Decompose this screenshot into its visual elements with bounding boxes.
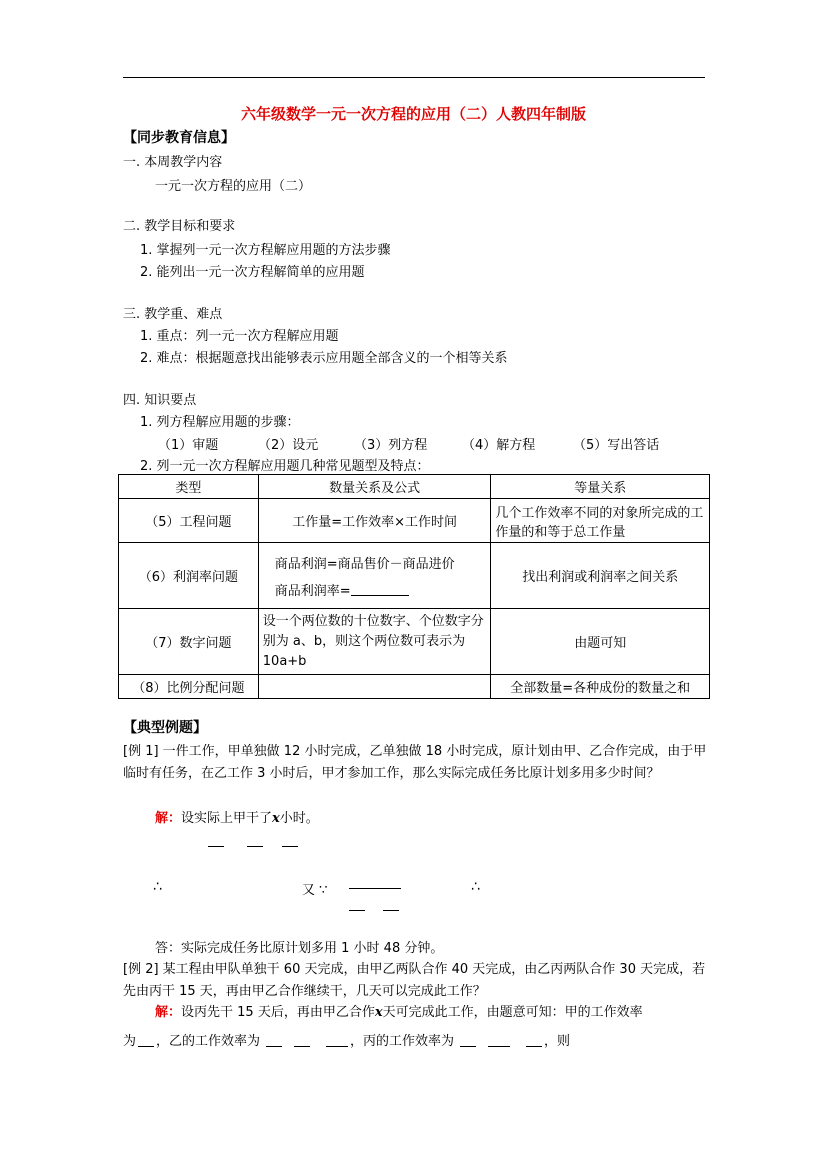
blank xyxy=(294,1037,310,1047)
s4-item1: 1. 列方程解应用题的步骤： xyxy=(140,415,300,430)
efficiency-c-label: ，丙的工作效率为 xyxy=(350,1034,455,1049)
header-formula: 数量关系及公式 xyxy=(258,475,491,499)
row-type: （5）工程问题 xyxy=(119,499,259,543)
table-row xyxy=(119,499,710,543)
blank xyxy=(326,1037,348,1047)
s1-heading: 一. 本周教学内容 xyxy=(123,155,223,170)
step-3: （3）列方程 xyxy=(354,438,428,453)
fraction-line xyxy=(349,888,401,889)
solution-label: 解： xyxy=(155,811,182,826)
row-relation: 找出利润或利润率之间关系 xyxy=(491,543,710,609)
because-text: 又 ∵ xyxy=(302,883,328,898)
example-1-solution xyxy=(155,807,319,826)
step-1: （1）审题 xyxy=(158,438,219,453)
header-rule xyxy=(123,77,705,78)
fraction-line xyxy=(349,910,365,911)
blank xyxy=(460,1037,476,1047)
therefore-symbol-2: ∴ xyxy=(471,879,480,895)
table-row xyxy=(119,675,710,699)
efficiency-a-label: 为 xyxy=(123,1034,137,1049)
row-type: （8）比例分配问题 xyxy=(119,675,259,699)
profit-formula: 商品利润=商品售价－商品进价 xyxy=(274,556,455,572)
fraction-line xyxy=(383,910,399,911)
row-type: （6）利润率问题 xyxy=(119,543,259,609)
example-2-solution xyxy=(155,1001,643,1020)
section-examples-heading: 【典型例题】 xyxy=(123,720,207,736)
table-header-row xyxy=(119,475,710,499)
row-formula xyxy=(258,675,491,699)
example-2-text: [例 2] 某工程由甲队单独干 60 天完成，由甲乙两队合作 40 天完成，由乙丙两队合作 30 天完成，若先由丙干 15 天，再由甲乙合作继续干，几天可以完成此工作？ xyxy=(123,962,706,999)
blank xyxy=(488,1037,510,1047)
blank xyxy=(266,1037,282,1047)
s3-heading: 三. 教学重、难点 xyxy=(123,307,223,322)
fraction-line xyxy=(282,846,298,847)
then-label: ，则 xyxy=(544,1034,571,1049)
s1-content: 一元一次方程的应用（二） xyxy=(155,179,312,194)
solution-text: 设实际上甲干了 xyxy=(181,811,273,826)
problem-types-table xyxy=(118,474,710,699)
fraction-line xyxy=(208,846,224,847)
variable-x: x xyxy=(374,1005,383,1020)
header-type: 类型 xyxy=(119,475,259,499)
row-formula xyxy=(258,543,491,609)
example-1-text: [例 1] 一件工作，甲单独做 12 小时完成，乙单独做 18 小时完成，原计划由甲、乙合作完成，由于甲临时有任务，在乙工作 3 小时后，甲才参加工作，那么实际完成任务比原计划多用多少时间？ xyxy=(123,744,707,781)
s3-item1: 1. 重点：列一元一次方程解应用题 xyxy=(140,329,339,344)
blank xyxy=(526,1037,542,1047)
profit-rate-label: 商品利润率= xyxy=(274,583,351,599)
row-formula: 设一个两位数的十位数字、个位数字分别为 a、b，则这个两位数可表示为 10a+b xyxy=(258,609,491,675)
fraction-line xyxy=(247,846,263,847)
solution-text-2: 天可完成此工作，由题意可知：甲的工作效率 xyxy=(382,1005,643,1020)
row-relation: 由题可知 xyxy=(491,609,710,675)
step-5: （5）写出答话 xyxy=(573,438,660,453)
example-1-answer: 答：实际完成任务比原计划多用 1 小时 48 分钟。 xyxy=(155,941,444,956)
row-formula: 工作量=工作效率×工作时间 xyxy=(258,499,491,543)
s4-heading: 四. 知识要点 xyxy=(123,393,197,408)
header-relation: 等量关系 xyxy=(491,475,710,499)
page-title: 六年级数学一元一次方程的应用（二）人教四年制版 xyxy=(240,105,586,123)
solution-text: 设丙先干 15 天后，再由甲乙合作 xyxy=(181,1005,375,1020)
row-type: （7）数字问题 xyxy=(119,609,259,675)
s2-item2: 2. 能列出一元一次方程解简单的应用题 xyxy=(140,265,365,280)
s3-item2: 2. 难点：根据题意找出能够表示应用题全部含义的一个相等关系 xyxy=(140,351,508,366)
row-relation: 几个工作效率不同的对象所完成的工作量的和等于总工作量 xyxy=(491,499,710,543)
step-4: （4）解方程 xyxy=(462,438,536,453)
s4-item2: 2. 列一元一次方程解应用题几种常见题型及特点： xyxy=(140,459,430,474)
variable-x: x xyxy=(272,811,280,826)
profit-rate-formula xyxy=(275,580,487,599)
s2-heading: 二. 教学目标和要求 xyxy=(123,219,236,234)
table-row xyxy=(119,609,710,675)
step-2: （2）设元 xyxy=(258,438,319,453)
section-sync-heading: 【同步教育信息】 xyxy=(123,130,235,146)
s2-item1: 1. 掌握列一元一次方程解应用题的方法步骤 xyxy=(140,243,391,258)
row-relation: 全部数量=各种成份的数量之和 xyxy=(491,675,710,699)
solution-text-2: 小时。 xyxy=(279,811,319,826)
efficiency-b-label: ，乙的工作效率为 xyxy=(156,1034,261,1049)
fraction-blank xyxy=(351,586,409,596)
therefore-symbol: ∴ xyxy=(153,879,162,895)
blank xyxy=(138,1037,154,1047)
table-row xyxy=(119,543,710,609)
solution-label: 解： xyxy=(155,1005,182,1020)
example-2-line-2 xyxy=(123,1030,570,1049)
